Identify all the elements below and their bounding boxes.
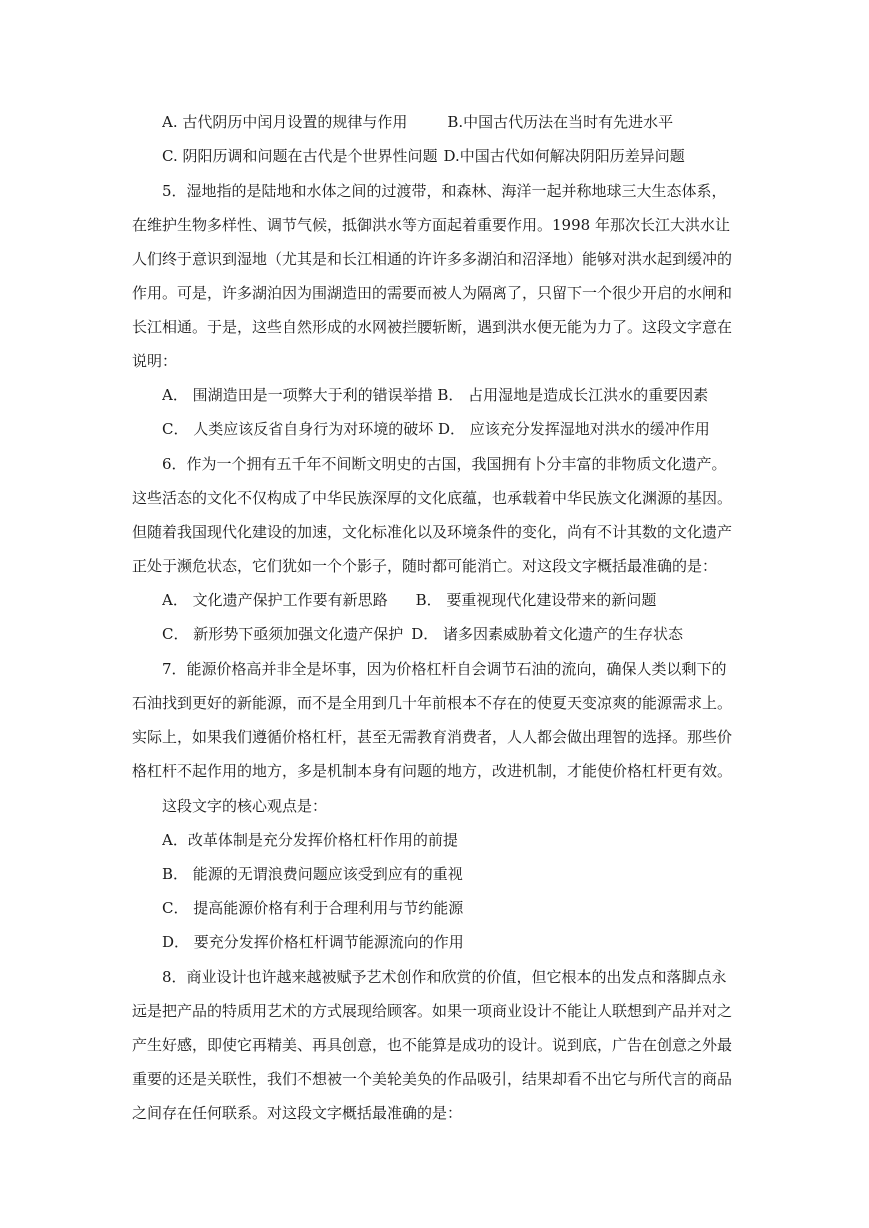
q6-line-2: 这些活态的文化不仅构成了中华民族深厚的文化底蕴，也承载着中华民族文化渊源的基因。	[132, 489, 733, 507]
q7-option-b: B． 能源的无谓浪费问题应该受到应有的重视	[162, 865, 463, 883]
q6-option-b: B． 要重视现代化建设带来的新问题	[415, 591, 657, 609]
q7-line-1: 7．能源价格高并非全是坏事，因为价格杠杆自会调节石油的流向，确保人类以剩下的	[162, 660, 727, 678]
q6-options-row-1	[162, 590, 737, 610]
q5-line-5: 长江相通。于是，这些自然形成的水网被拦腰斩断，遇到洪水便无能为力了。这段文字意在	[132, 318, 733, 336]
q7-line-3: 实际上，如果我们遵循价格杠杆，甚至无需教育消费者，人人都会做出理智的选择。那些价	[132, 728, 733, 746]
q4-option-a: A. 古代阴历中闰月设置的规律与作用	[162, 113, 408, 131]
q7-question: 这段文字的核心观点是：	[162, 797, 328, 815]
q7-option-a: A．改革体制是充分发挥价格杠杆作用的前提	[162, 831, 458, 849]
q5-line-3: 人们终于意识到湿地（尤其是和长江相通的许许多多湖泊和沼泽地）能够对洪水起到缓冲的	[132, 250, 733, 268]
q6-option-c: C． 新形势下亟须加强文化遗产保护	[162, 625, 404, 643]
q4-option-d: D.中国古代如何解决阴阳历差异问题	[443, 147, 685, 165]
q7-line-4: 格杠杆不起作用的地方，多是机制本身有问题的地方，改进机制，才能使价格杠杆更有效。	[132, 762, 733, 780]
q5-line-2: 在维护生物多样性、调节气候，抵御洪水等方面起着重要作用。1998 年那次长江大洪水让	[132, 216, 730, 234]
q6-line-4: 正处于濒危状态，它们犹如一个个影子，随时都可能消亡。对这段文字概括最准确的是：	[132, 557, 718, 575]
q7-line-2: 石油找到更好的新能源，而不是全用到几十年前根本不存在的使夏天变凉爽的能源需求上。	[132, 694, 733, 712]
q8-line-1: 8．商业设计也许越来越被赋予艺术创作和欣赏的价值，但它根本的出发点和落脚点永	[162, 968, 727, 986]
q4-options-row-2	[162, 146, 737, 166]
q6-option-a: A． 文化遗产保护工作要有新思路	[162, 591, 388, 609]
q5-line-1: 5．湿地指的是陆地和水体之间的过渡带，和森林、海洋一起并称地球三大生态体系，	[162, 182, 727, 200]
q5-line-4: 作用。可是，许多湖泊因为围湖造田的需要而被人为隔离了，只留下一个很少开启的水闸和	[132, 284, 733, 302]
q5-line-6: 说明：	[132, 352, 178, 370]
q6-options-row-2	[162, 624, 737, 644]
q6-option-d: D． 诸多因素威胁着文化遗产的生存状态	[411, 625, 684, 643]
q7-option-c: C． 提高能源价格有利于合理利用与节约能源	[162, 899, 464, 917]
q4-options-row-1	[162, 112, 737, 132]
q8-line-4: 重要的还是关联性，我们不想被一个美轮美奂的作品吸引，结果却看不出它与所代言的商品	[132, 1070, 733, 1088]
q4-option-c: C. 阴阳历调和问题在古代是个世界性问题	[162, 147, 438, 165]
q7-option-d: D． 要充分发挥价格杠杆调节能源流向的作用	[162, 933, 464, 951]
q6-line-3: 但随着我国现代化建设的加速，文化标准化以及环境条件的变化，尚有不计其数的文化遗产	[132, 523, 733, 541]
q5-options-row-2: C． 人类应该反省自身行为对环境的破坏 D． 应该充分发挥湿地对洪水的缓冲作用	[162, 420, 710, 438]
q8-line-5: 之间存在任何联系。对这段文字概括最准确的是：	[132, 1104, 463, 1122]
q6-line-1: 6．作为一个拥有五千年不间断文明史的古国，我国拥有卜分丰富的非物质文化遗产。	[162, 455, 727, 473]
q8-line-3: 产生好感，即使它再精美、再具创意，也不能算是成功的设计。说到底，广告在创意之外最	[132, 1036, 733, 1054]
q4-option-b: B.中国古代历法在当时有先进水平	[447, 113, 674, 131]
q8-line-2: 远是把产品的特质用艺术的方式展现给顾客。如果一项商业设计不能让人联想到产品并对之	[132, 1002, 733, 1020]
q5-options-row-1: A． 围湖造田是一项弊大于利的错误举措 B． 占用湿地是造成长江洪水的重要因素	[162, 386, 709, 404]
